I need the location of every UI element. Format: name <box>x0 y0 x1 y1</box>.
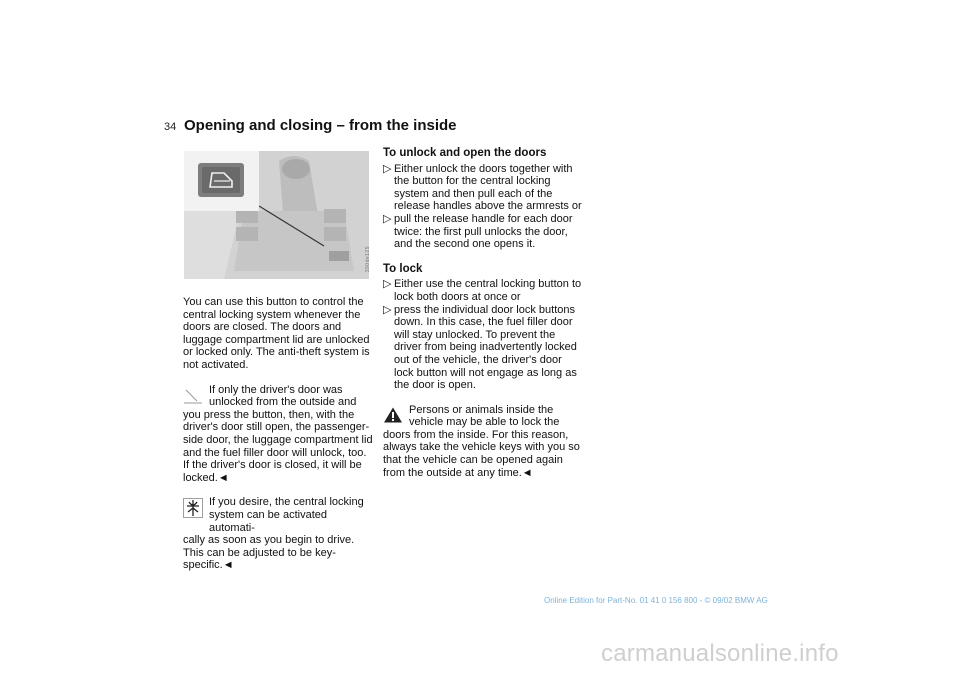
figure-id: 390de125 <box>365 246 371 273</box>
section-heading-unlock: To unlock and open the doors <box>383 147 547 159</box>
list-item <box>383 213 583 251</box>
note-1 <box>183 384 375 485</box>
note-icon <box>183 386 203 404</box>
bullet-arrow-icon: ▷ <box>383 303 392 316</box>
bullet-arrow-icon: ▷ <box>383 162 392 175</box>
warning-rest: doors from the inside. For this reason, always take the vehicle keys with you so that the vehicle can be opened again from the outside at any time.◄ <box>383 428 580 479</box>
list-item-text: press the individual door lock buttons down. In this case, the fuel filler door will stay unlocked. To prevent the driver from being inadvertently locked out of the vehicle, the driver's door lock button will not engage as long as the door is open. <box>394 303 577 392</box>
page-number: 34 <box>164 121 177 133</box>
right-column <box>383 147 583 479</box>
environment-tip-icon <box>183 498 203 516</box>
note-1-rest: you press the button, then, with the driver's door still open, the passenger-side door, the luggage compartment lid and the fuel filler door will unlock, too. If the driver's door is closed, it will be locked.◄ <box>183 408 373 484</box>
warning-line-2: vehicle may be able to lock the <box>409 416 560 429</box>
bullet-arrow-icon: ▷ <box>383 278 392 291</box>
left-column <box>183 296 375 572</box>
console-illustration <box>184 151 369 279</box>
note-2-rest: cally as soon as you begin to drive. This can be adjusted to be key-specific.◄ <box>183 534 355 572</box>
list-item-text: Either unlock the doors together with the button for the central locking system and then pull each of the release handles above the armrests or <box>394 162 582 213</box>
page-title: Opening and closing – from the inside <box>184 117 457 134</box>
footer-edition-text: Online Edition for Part-No. 01 41 0 156 800 - © 09/02 BMW AG <box>544 596 768 605</box>
list-item <box>383 278 583 303</box>
list-item <box>383 163 583 213</box>
list-item-text: Either use the central locking button to lock both doors at once or <box>394 278 582 303</box>
note-2-line-1: If you desire, the central locking <box>209 496 364 509</box>
section-heading-lock: To lock <box>383 262 423 275</box>
note-1-line-1: If only the driver's door was <box>209 383 343 396</box>
list-item-text: pull the release handle for each door twice: the first pull unlocks the door, and the second one opens it. <box>394 212 573 251</box>
bullet-arrow-icon: ▷ <box>383 212 392 225</box>
warning-line-1: Persons or animals inside the <box>409 403 554 416</box>
intro-paragraph: You can use this button to control the central locking system whenever the doors are closed. The doors and luggage compartment lid are unlocked or locked only. The anti-theft system is not activated. <box>183 296 370 371</box>
warning-icon <box>383 406 403 424</box>
list-item <box>383 304 583 392</box>
watermark: carmanualsonline.info <box>601 640 839 667</box>
console-drawing <box>184 151 369 279</box>
note-2 <box>183 496 375 572</box>
note-2-line-2: system can be activated automati- <box>209 508 328 534</box>
note-1-line-2: unlocked from the outside and <box>209 396 357 409</box>
warning-note <box>383 404 583 480</box>
